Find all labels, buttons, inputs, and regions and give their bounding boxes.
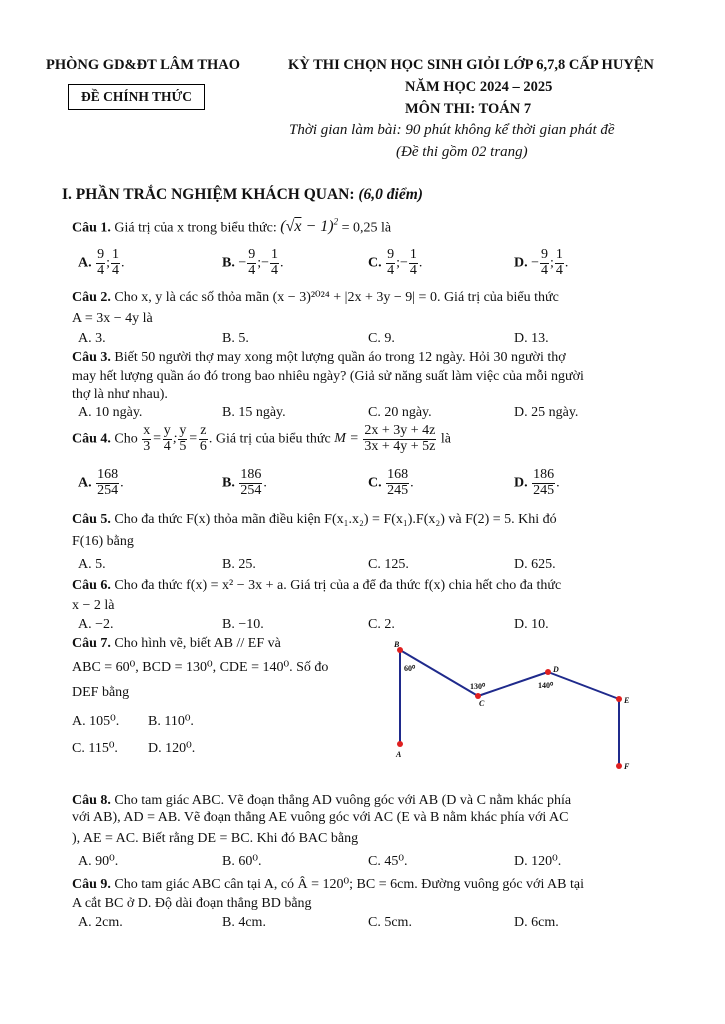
q6-line2: x − 2 là — [72, 598, 115, 613]
q1-option-b[interactable]: B. − $\frac{9}{4}$ ;− $\frac{1}{4}$ . — [222, 247, 284, 278]
exam-duration: Thời gian làm bài: 90 phút không kể thời gian phát đề — [289, 122, 615, 138]
figure-points — [397, 647, 622, 769]
point-f — [616, 763, 622, 769]
q2-option-b[interactable]: B. 5. — [222, 331, 249, 346]
question-6 — [72, 578, 561, 594]
q3-option-a[interactable]: A. 10 ngày. — [78, 405, 143, 420]
question-text-line1: Cho hình vẽ, biết AB // EF và — [114, 636, 281, 651]
q3-option-d[interactable]: D. 25 ngày. — [514, 405, 579, 420]
q6-option-b[interactable]: B. −10. — [222, 617, 264, 632]
question-label: Câu 4. — [72, 431, 111, 447]
question-text-line1: Cho đa thức F(x) thỏa mãn điều kiện F(x₁.x₂) = F(x₁).F(x₂) và F(2) = 5. Khi đó — [114, 512, 557, 527]
question-3 — [72, 350, 566, 366]
point-a — [397, 741, 403, 747]
q8-option-c[interactable]: C. 45⁰. — [368, 854, 408, 869]
angle-label-c: 130⁰ — [470, 682, 486, 691]
q9-option-b[interactable]: B. 4cm. — [222, 915, 266, 930]
q5-option-d[interactable]: D. 625. — [514, 557, 556, 572]
question-label: Câu 1. — [72, 220, 111, 236]
q9-option-d[interactable]: D. 6cm. — [514, 915, 559, 930]
q5-option-c[interactable]: C. 125. — [368, 557, 409, 572]
q1-option-c[interactable]: C. $\frac{9}{4}$ ;− $\frac{1}{4}$ . — [368, 247, 423, 278]
question-label: Câu 3. — [72, 350, 111, 365]
q9-option-a[interactable]: A. 2cm. — [78, 915, 123, 930]
q4-option-d[interactable]: D. $\frac{186}{245}$ . — [514, 467, 560, 498]
q8-line2: với AB), AD = AB. Vẽ đoạn thẳng AE vuông góc với AC (E và B nằm khác phía với AC — [72, 810, 569, 825]
q1-expression: $(√x - 1)^2$ — [280, 217, 339, 236]
pages-note: (Đề thi gồm 02 trang) — [396, 144, 528, 160]
q2-option-d[interactable]: D. 13. — [514, 331, 549, 346]
question-2 — [72, 289, 559, 306]
section-title — [62, 186, 423, 204]
q7-option-b[interactable]: B. 110⁰. — [148, 714, 194, 729]
question-text: Giá trị của x trong biểu thức: — [114, 220, 277, 236]
q5-option-b[interactable]: B. 25. — [222, 557, 256, 572]
figure-lines — [400, 650, 619, 766]
q5-option-a[interactable]: A. 5. — [78, 557, 106, 572]
q1-option-d[interactable]: D. − $\frac{9}{4}$ ; $\frac{1}{4}$ . — [514, 247, 569, 278]
q1-expression-tail: = 0,25 là — [341, 220, 392, 236]
section-title-text: I. PHẦN TRẮC NGHIỆM KHÁCH QUAN: — [62, 186, 355, 203]
q9-option-c[interactable]: C. 5cm. — [368, 915, 412, 930]
q4-option-c[interactable]: C. $\frac{168}{245}$ . — [368, 467, 414, 498]
question-1 — [72, 217, 391, 236]
q7-option-a[interactable]: A. 105⁰. — [72, 714, 120, 729]
q2-line2: A = 3x − 4y là — [72, 311, 153, 326]
q6-option-a[interactable]: A. −2. — [78, 617, 114, 632]
q7-option-d[interactable]: D. 120⁰. — [148, 741, 196, 756]
question-7 — [72, 636, 281, 652]
question-9 — [72, 876, 584, 893]
subject-title: MÔN THI: TOÁN 7 — [405, 101, 532, 117]
section-points: (6,0 điểm) — [358, 186, 423, 203]
q4-pre: Cho — [114, 431, 138, 447]
label-c: C — [479, 699, 485, 708]
q3-option-c[interactable]: C. 20 ngày. — [368, 405, 432, 420]
q4-option-a[interactable]: A. $\frac{168}{254}$ . — [78, 467, 124, 498]
q8-option-b[interactable]: B. 60⁰. — [222, 854, 262, 869]
question-label: Câu 8. — [72, 793, 111, 808]
official-exam-label: ĐỀ CHÍNH THỨC — [68, 84, 205, 110]
question-text-line1: Cho đa thức f(x) = x² − 3x + a. Giá trị của a để đa thức f(x) chia hết cho đa thức — [114, 578, 562, 593]
question-label: Câu 9. — [72, 877, 111, 892]
q9-line2: A cắt BC ở D. Độ dài đoạn thẳng BD bằng — [72, 896, 312, 911]
question-label: Câu 2. — [72, 290, 111, 305]
q2-option-c[interactable]: C. 9. — [368, 331, 395, 346]
q4-mid: . Giá trị của biểu thức — [208, 431, 331, 447]
q1-option-a[interactable]: A. $\frac{9}{4}$ ; $\frac{1}{4}$ . — [78, 247, 125, 278]
question-4 — [72, 424, 451, 454]
label-d: D — [553, 665, 559, 674]
exam-title: KỲ THI CHỌN HỌC SINH GIỎI LỚP 6,7,8 CẤP HUYỆN — [288, 57, 654, 73]
q7-line2: ABC = 60⁰, BCD = 130⁰, CDE = 140⁰. Số đo — [72, 660, 329, 675]
question-text-line1: Cho x, y là các số thỏa mãn (x − 3)²⁰²⁴ + |2x + 3y − 9| = 0. Giá trị của biểu thức — [114, 290, 559, 305]
angle-label-d: 140⁰ — [538, 681, 554, 690]
q3-line2: may hết lượng quần áo đó trong bao nhiêu ngày? (Giả sử năng suất làm việc của mỗi người — [72, 369, 584, 384]
label-e: E — [624, 696, 630, 705]
question-5 — [72, 512, 557, 528]
q5-line2: F(16) bằng — [72, 534, 134, 549]
point-d — [545, 669, 551, 675]
q7-option-c[interactable]: C. 115⁰. — [72, 741, 118, 756]
point-e — [616, 696, 622, 702]
q4-tail: là — [440, 431, 451, 447]
q8-option-a[interactable]: A. 90⁰. — [78, 854, 119, 869]
department-name: PHÒNG GD&ĐT LÂM THAO — [46, 57, 241, 73]
question-text-line1: Biết 50 người thợ may xong một lượng quần áo trong 12 ngày. Hỏi 30 người thợ — [114, 350, 566, 365]
q7-figure — [388, 638, 648, 773]
label-a: A — [396, 750, 402, 759]
question-label: Câu 5. — [72, 512, 111, 527]
segment-bc — [400, 650, 478, 696]
q4-option-b[interactable]: B. $\frac{186}{254}$ . — [222, 467, 267, 498]
q6-option-d[interactable]: D. 10. — [514, 617, 549, 632]
label-b: B — [394, 640, 400, 649]
question-label: Câu 6. — [72, 578, 111, 593]
segment-de — [548, 672, 619, 699]
label-f: F — [624, 762, 630, 771]
question-text-line1: Cho tam giác ABC cân tại A, có Â = 120⁰; BC = 6cm. Đường vuông góc với AB tại — [114, 877, 585, 892]
q2-option-a[interactable]: A. 3. — [78, 331, 106, 346]
question-8 — [72, 793, 571, 809]
school-year: NĂM HỌC 2024 – 2025 — [405, 79, 553, 95]
q4-expression: M = $\frac{2x + 3y + 4z}{3x + 4y + 5z}$ — [334, 423, 436, 454]
q7-line3: DEF bằng — [72, 685, 130, 700]
q8-line3: ), AE = AC. Biết rằng DE = BC. Khi đó BAC bằng — [72, 831, 359, 846]
q4-ratios: $\frac{x}{3}$ = $\frac{y}{4}$ ; $\frac{y}{5}$ = $\frac{z}{6}$ — [143, 423, 207, 454]
q3-line3: thợ là như nhau). — [72, 387, 168, 402]
q8-option-d[interactable]: D. 120⁰. — [514, 854, 562, 869]
q3-option-b[interactable]: B. 15 ngày. — [222, 405, 286, 420]
q6-option-c[interactable]: C. 2. — [368, 617, 395, 632]
question-label: Câu 7. — [72, 636, 111, 651]
question-text-line1: Cho tam giác ABC. Vẽ đoạn thẳng AD vuông góc với AB (D và C nằm khác phía — [114, 793, 572, 808]
angle-label-b: 60⁰ — [404, 664, 416, 673]
